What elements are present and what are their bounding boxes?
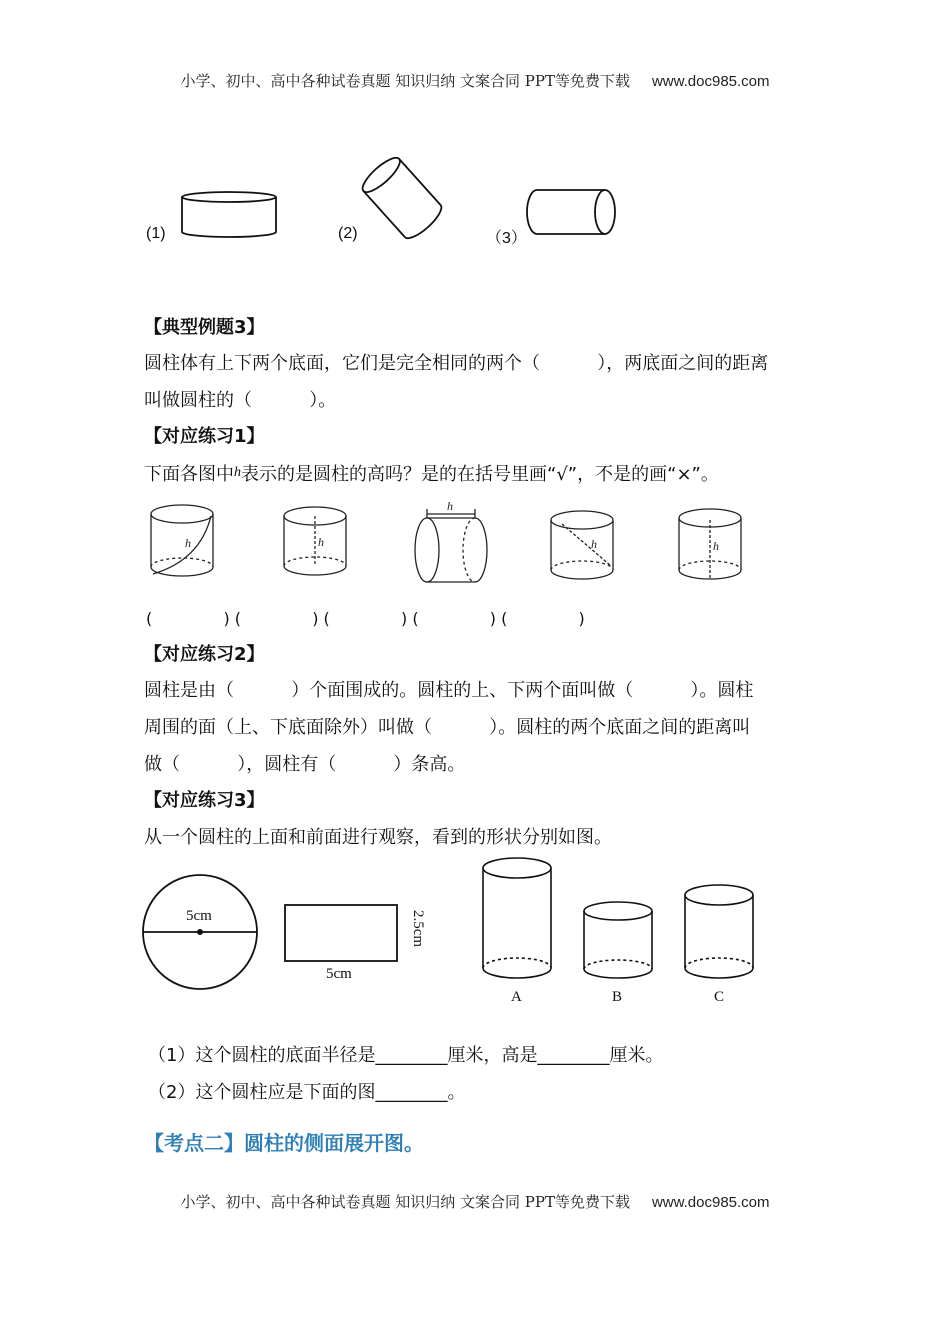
p1-h-2: h [318,535,324,549]
option-cylinder-a [483,858,551,978]
example3-line1: 圆柱体有上下两个底面，它们是完全相同的两个（ ），两底面之间的距离 [144,353,769,374]
option-label-a: A [511,989,522,1005]
p1-h-4: h [591,537,597,551]
option-label-c: C [714,989,725,1005]
fig1-label-3: （3） [486,230,527,247]
page-footer [0,1191,950,1212]
fig1-label-1: (1) [146,225,166,242]
practice2-line2: 周围的面（上、下底面除外）叫做（ ）。圆柱的两个底面之间的距离叫 [144,717,751,738]
practice3-intro: 从一个圆柱的上面和前面进行观察，看到的形状分别如图。 [144,827,612,848]
option-cylinder-c [685,885,753,978]
circle-label: 5cm [186,908,212,924]
practice3-q1: （1）这个圆柱的底面半径是________厘米，高是________厘米。 [148,1045,664,1066]
circle-center-dot [197,929,203,935]
section2-title: 【考点二】圆柱的侧面展开图。 [144,1131,424,1155]
fig1-label-2: (2) [338,225,358,242]
p1-h-5: h [713,539,719,553]
rect-bottom-label: 5cm [326,966,352,982]
option-label-b: B [612,989,623,1005]
practice3-q2: （2）这个圆柱应是下面的图________。 [148,1082,466,1103]
example3-title: 【典型例题3】 [144,317,265,338]
example3-line2: 叫做圆柱的（ ）。 [144,390,337,411]
practice2-line1: 圆柱是由（ ）个面围成的。圆柱的上、下两个面叫做（ ）。圆柱 [144,680,754,701]
footer-text: 小学、初中、高中各种试卷真题 知识归纳 文案合同 PPT等免费下载 [180,1193,630,1211]
practice1-q-before: 下面各图中 [144,464,234,485]
p1-h-1: h [185,536,191,550]
practice1-title: 【对应练习1】 [144,426,265,447]
header-site: www.doc985.com [651,73,770,90]
practice2-title: 【对应练习2】 [144,644,265,665]
front-view-rect [285,905,397,961]
option-cylinder-b [584,902,652,978]
footer-site: www.doc985.com [651,1194,770,1211]
rect-side-label: 2.5cm [410,910,426,948]
practice2-line3: 做（ ），圆柱有（ ）条高。 [144,754,466,775]
practice1-q-h: h [234,465,241,480]
practice1-answers[interactable]: ( ) ( ) ( ) ( ) ( ) [146,609,585,628]
practice3-title: 【对应练习3】 [144,790,265,811]
p1-h-3: h [447,499,453,513]
practice1-q-after: 表示的是圆柱的高吗？是的在括号里画“√”，不是的画“×”。 [241,464,719,485]
header-text: 小学、初中、高中各种试卷真题 知识归纳 文案合同 PPT等免费下载 [180,72,630,90]
